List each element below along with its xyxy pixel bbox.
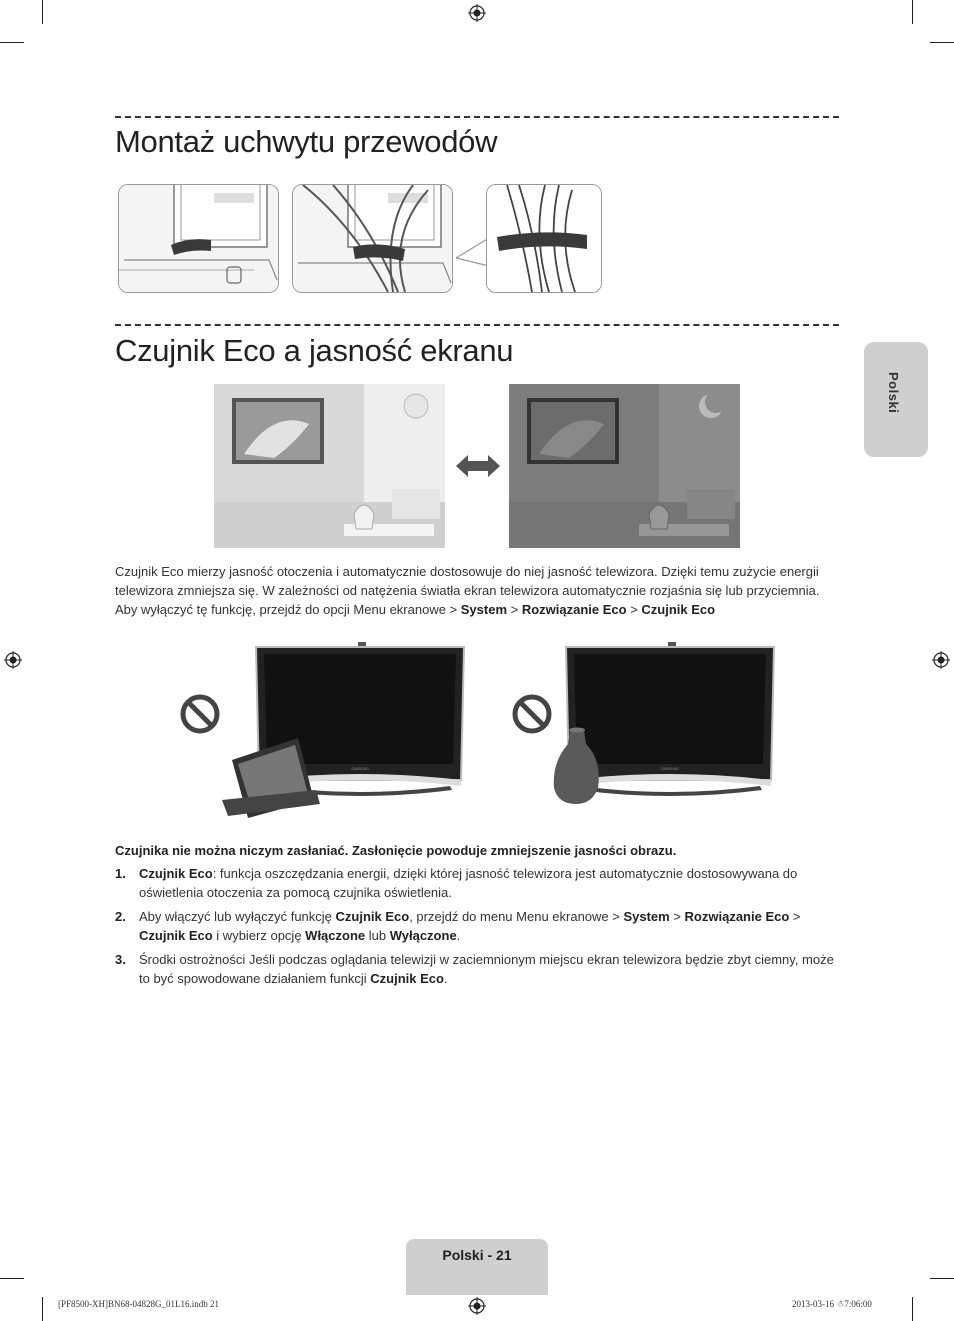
bright-room-photo bbox=[214, 384, 445, 548]
eco-sensor-description bbox=[115, 562, 839, 619]
list-body: Środki ostrożności Jeśli podczas oglądania telewizji w zaciemnionym miejscu ekran telewizora będzie zbyt ciemny, może to być spowodowane działaniem funkcji bbox=[139, 952, 834, 986]
menu-path-separator: > bbox=[507, 602, 522, 617]
registration-mark-icon bbox=[468, 1297, 486, 1315]
cable-holder-step-2-illustration bbox=[292, 184, 453, 293]
print-slug-right: 2013-03-16 ☃7:06:00 bbox=[792, 1299, 872, 1309]
language-side-tab bbox=[864, 342, 928, 457]
crop-mark bbox=[42, 1297, 43, 1321]
list-body: : funkcja oszczędzania energii, dzięki której jasność telewizora jest automatycznie dostosowywana do oświetlenia otoczenia za pomocą czujnika oświetlenia. bbox=[139, 866, 798, 900]
callout-connector-icon bbox=[456, 238, 490, 268]
crop-mark bbox=[0, 1278, 24, 1279]
section-divider bbox=[115, 116, 839, 118]
warning-text: Czujnika nie można niczym zasłaniać. Zasłonięcie powoduje zmniejszenie jasności obrazu. bbox=[115, 843, 677, 858]
print-slug-left: [PF8500-XH]BN68-04828G_01L16.indb 21 bbox=[58, 1299, 219, 1309]
list-text bbox=[139, 864, 839, 902]
list-text bbox=[139, 907, 839, 945]
crop-mark bbox=[912, 1297, 913, 1321]
tv-brand-label: SAMSUNG bbox=[661, 767, 679, 771]
term-eco-sensor: Czujnik Eco bbox=[335, 909, 410, 924]
list-body: Aby włączyć lub wyłączyć funkcję bbox=[139, 909, 336, 924]
menu-path-separator: > bbox=[669, 909, 685, 924]
description-text: Czujnik Eco mierzy jasność otoczenia i automatycznie dostosowuje do niej jasność telewizora. Dzięki temu zużycie energii telewizora zmniejsza się. W zależności od natężenia światła ekran telewizora automatycznie rozjaśnia się lub przyciemnia. Aby wyłączyć tę funkcję, przejdź do opcji Menu ekranowe > bbox=[115, 564, 820, 617]
cable-holder-step-1-illustration bbox=[118, 184, 279, 293]
list-text bbox=[139, 950, 839, 988]
crop-mark bbox=[912, 0, 913, 24]
tv-brand-label: SAMSUNG bbox=[351, 767, 369, 771]
cable-holder-detail-illustration bbox=[486, 184, 602, 293]
dark-room-photo bbox=[509, 384, 740, 548]
section-title-cable-holder: Montaż uchwytu przewodów bbox=[115, 124, 498, 159]
section-divider bbox=[115, 324, 839, 326]
crop-mark bbox=[930, 42, 954, 43]
section-title-eco-sensor: Czujnik Eco a jasność ekranu bbox=[115, 333, 514, 368]
list-body: . bbox=[443, 971, 448, 986]
menu-path-eco-solution: Rozwiązanie Eco bbox=[521, 602, 627, 617]
list-body: , przejdź do menu Menu ekranowe > bbox=[409, 909, 624, 924]
menu-path-separator: > bbox=[789, 909, 801, 924]
double-arrow-icon bbox=[456, 453, 500, 479]
tv-blocked-by-vase-illustration bbox=[510, 640, 780, 820]
list-number: 3. bbox=[115, 952, 126, 967]
menu-path-eco-sensor: Czujnik Eco bbox=[641, 602, 716, 617]
registration-mark-icon bbox=[932, 651, 950, 669]
list-body: . bbox=[456, 928, 461, 943]
menu-path-system: System bbox=[623, 909, 670, 924]
list-body: i wybierz opcję bbox=[212, 928, 306, 943]
term-eco-sensor: Czujnik Eco bbox=[139, 866, 213, 881]
language-side-tab-label: Polski bbox=[886, 372, 901, 414]
crop-mark bbox=[0, 42, 24, 43]
menu-path-system: System bbox=[460, 602, 508, 617]
list-body: lub bbox=[365, 928, 390, 943]
registration-mark-icon bbox=[468, 4, 486, 22]
registration-mark-icon bbox=[4, 651, 22, 669]
option-off: Wyłączone bbox=[389, 928, 457, 943]
option-on: Włączone bbox=[305, 928, 366, 943]
page-number: Polski - 21 bbox=[442, 1247, 512, 1263]
list-number: 1. bbox=[115, 866, 126, 881]
tv-blocked-by-frame-illustration bbox=[180, 640, 480, 820]
menu-path-eco-solution: Rozwiązanie Eco bbox=[684, 909, 790, 924]
crop-mark bbox=[930, 1278, 954, 1279]
menu-path-eco-sensor: Czujnik Eco bbox=[139, 928, 213, 943]
term-eco-sensor: Czujnik Eco bbox=[370, 971, 444, 986]
page-footer-tab bbox=[406, 1239, 548, 1295]
list-number: 2. bbox=[115, 909, 126, 924]
menu-path-separator: > bbox=[626, 602, 642, 617]
crop-mark bbox=[42, 0, 43, 24]
